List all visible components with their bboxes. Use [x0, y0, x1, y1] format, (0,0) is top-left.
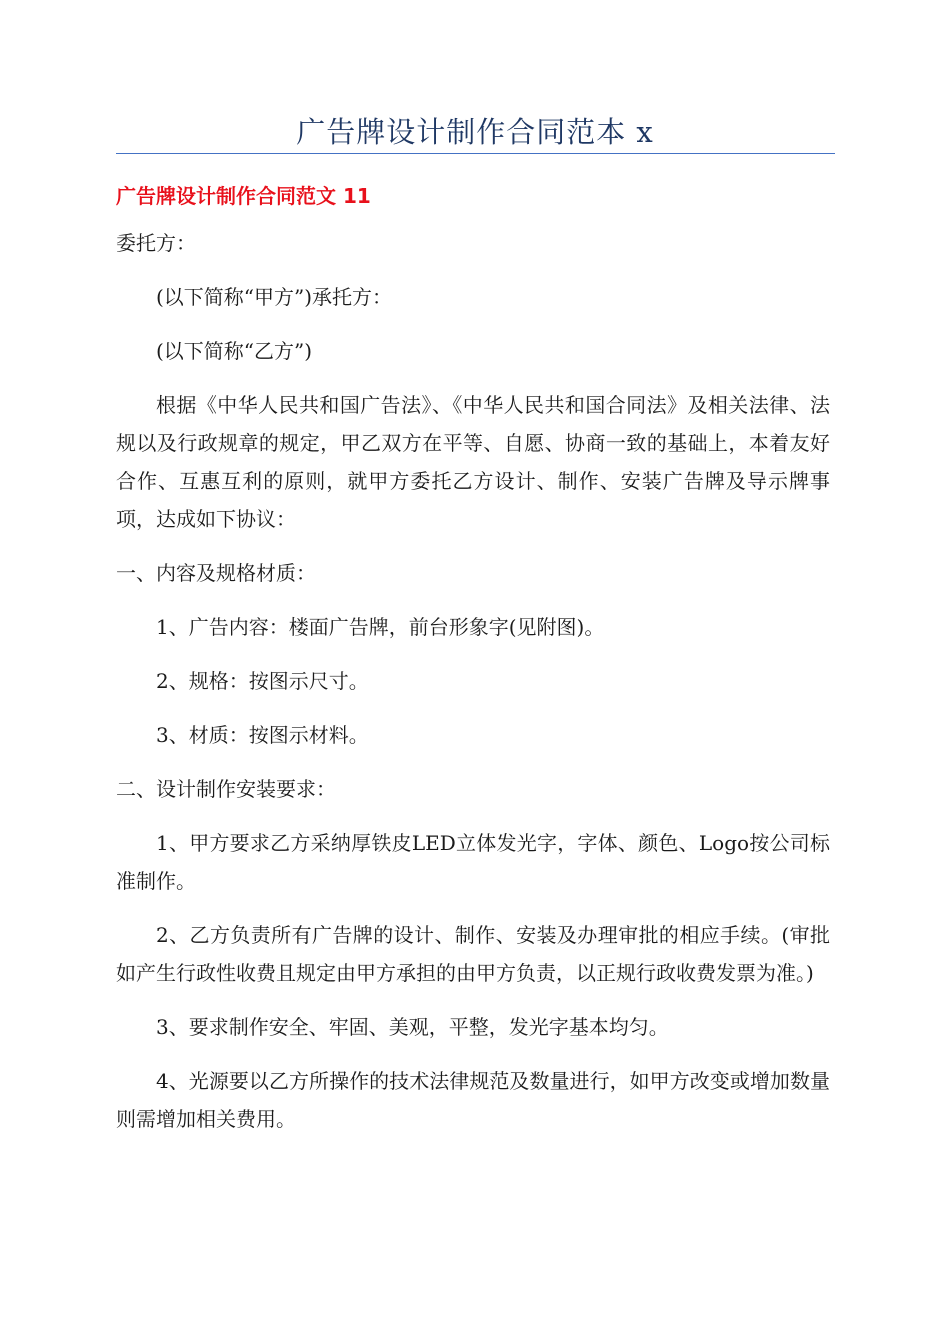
paragraph-preamble: 根据《中华人民共和国广告法》、《中华人民共和国合同法》及相关法律、法规以及行政规章的规定，甲乙双方在平等、自愿、协商一致的基础上，本着友好合作、互惠互利的原则，就甲方委托乙方设计、制作、安装广告牌及导示牌事项，达成如下协议： [116, 393, 830, 531]
document-body [116, 178, 830, 1154]
paragraph-client: 委托方： [116, 231, 196, 255]
clause-approval: 2、乙方负责所有广告牌的设计、制作、安装及办理审批的相应手续。(审批如产生行政性收费且规定由甲方承担的由甲方负责，以正规行政收费发票为准。) [116, 923, 830, 985]
clause-material: 3、材质：按图示材料。 [156, 723, 369, 747]
clause-led-letters: 1、甲方要求乙方采纳厚铁皮LED立体发光字，字体、颜色、Logo按公司标准制作。 [116, 831, 830, 893]
section-heading-content: 一、内容及规格材质： [116, 561, 316, 585]
title-underline [116, 153, 835, 154]
document-title: 广告牌设计制作合同范本 x [296, 115, 654, 149]
paragraph-party-b: (以下简称“乙方”) [156, 339, 313, 363]
section-subheading: 广告牌设计制作合同范文 11 [116, 184, 371, 208]
clause-light-source: 4、光源要以乙方所操作的技术法律规范及数量进行，如甲方改变或增加数量则需增加相关费用。 [116, 1069, 830, 1131]
paragraph-party-a: (以下简称“甲方”)承托方： [156, 285, 393, 309]
section-heading-requirements: 二、设计制作安装要求： [116, 777, 336, 801]
clause-spec: 2、规格：按图示尺寸。 [156, 669, 369, 693]
clause-safety: 3、要求制作安全、牢固、美观，平整，发光字基本均匀。 [156, 1015, 669, 1039]
clause-ad-content: 1、广告内容：楼面广告牌，前台形象字(见附图)。 [156, 615, 605, 639]
